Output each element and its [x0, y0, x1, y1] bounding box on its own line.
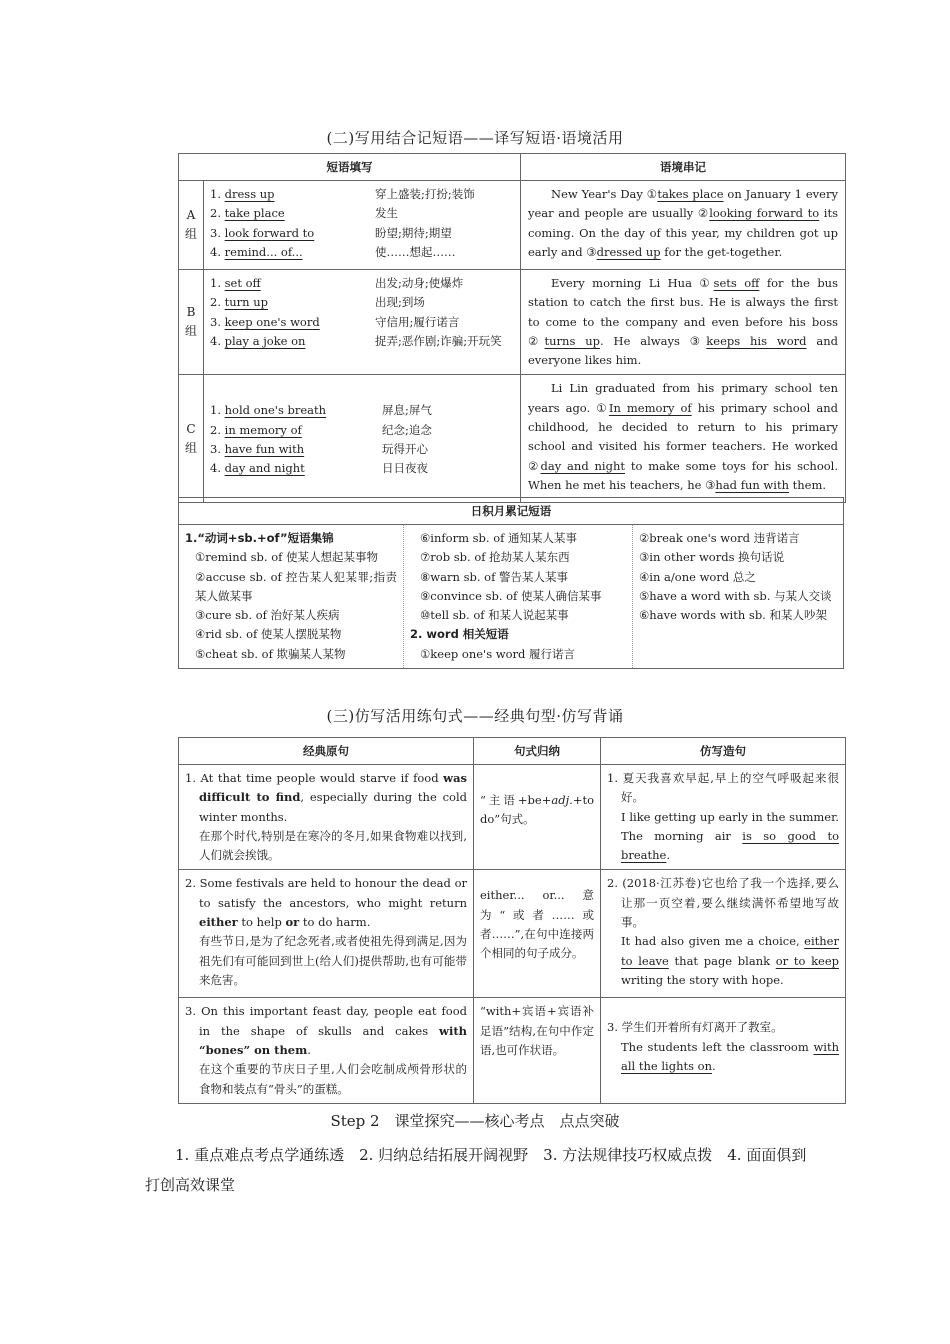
- row1-imitation: 1. 夏天我喜欢早起,早上的空气呼吸起来很好。 I like getting up early in the summer. The morning air is so good to breathe.: [601, 765, 846, 870]
- header-context: 语境串记: [521, 154, 846, 181]
- accumulate-col2: ⑥inform sb. of 通知某人某事 ⑦rob sb. of 抢劫某人某东西 ⑧warn sb. of 警告某人某事 ⑨convince sb. of 使某人确信某事 ⑩tell sb. of 和某人说起某事 2. word 相关短语 ①keep one's word 履行诺言: [404, 525, 633, 669]
- group-b-label: B 组: [179, 270, 204, 375]
- header-imitation: 仿写造句: [601, 738, 846, 765]
- group-b-context: Every morning Li Hua ①sets off for the bus station to catch the first bus. He is always the first to come to the company and even before his boss ②turns up. He always ③keeps his word and everyone likes him.: [521, 270, 846, 375]
- section2-title: (二)写用结合记短语——译写短语·语境活用: [326, 129, 624, 147]
- group-b-phrases: 1. set off 出发;动身;使爆炸 2. turn up 出现;到场 3. keep one's word 守信用;履行诺言 4. play a joke on 捉弄;恶作剧;诈骗;开玩笑: [204, 270, 521, 375]
- step2-title: Step 2 课堂探究——核心考点 点点突破: [330, 1112, 620, 1130]
- row2-original: 2. Some festivals are held to honour the dead or to satisfy the ancestors, who might return either to help or to do harm. 有些节日,是为了纪念死者,或者使祖先得到满足,因为祖先们有可能回到世上(给人们)提供帮助,也有可能带来危害。: [179, 870, 474, 998]
- accumulate-col1: 1.“动词+sb.+of”短语集锦 ①remind sb. of 使某人想起某事物 ②accuse sb. of 控告某人犯某罪;指责某人做某事 ③cure sb. of 治好某人疾病 ④rid sb. of 使某人摆脱某物 ⑤cheat sb. of 欺骗某人某物: [179, 525, 404, 669]
- header-phrase-fill: 短语填写: [179, 154, 521, 181]
- row3-original: 3. On this important feast day, people eat food in the shape of skulls and cakes with “bones” on them. 在这个重要的节庆日子里,人们会吃制成颅骨形状的食物和装点有“骨头”的蛋糕。: [179, 998, 474, 1103]
- row1-original: 1. At that time people would starve if food was difficult to find, especially during the cold winter months. 在那个时代,特别是在寒冷的冬月,如果食物难以找到,人们就会挨饿。: [179, 765, 474, 870]
- group-a-phrases: 1. dress up 穿上盛装;打扮;装饰 2. take place 发生 3. look forward to 盼望;期待;期望 4. remind... of... 使……想起……: [204, 181, 521, 270]
- accumulate-table: [178, 497, 844, 669]
- row2-imitation: 2. (2018·江苏卷)它也给了我一个选择,要么让那一页空着,要么继续满怀希望地写故事。 It had also given me a choice, either to leave that page blank or to keep writing the story with hope.: [601, 870, 846, 998]
- group-a-label: A 组: [179, 181, 204, 270]
- sentence-table: [178, 737, 846, 1104]
- accumulate-col3: ②break one's word 违背诺言 ③in other words 换句话说 ④in a/one word 总之 ⑤have a word with sb. 与某人交谈 ⑥have words with sb. 和某人吵架: [633, 525, 844, 669]
- header-original: 经典原句: [179, 738, 474, 765]
- group-c-label: C 组: [179, 375, 204, 503]
- group-c-context: Li Lin graduated from his primary school ten years ago. ①In memory of his primary school and childhood, he decided to return to his primary school and visited his former teachers. He worked ②day and night to make some toys for his school. When he met his teachers, he ③had fun with them.: [521, 375, 846, 503]
- section3-title: (三)仿写活用练句式——经典句型·仿写背诵: [326, 707, 624, 725]
- group-a-context: New Year's Day ①takes place on January 1 every year and people are usually ②looking forward to its coming. On the day of this year, my children got up early and ③dressed up for the get-together.: [521, 181, 846, 270]
- group-c-phrases: 1. hold one's breath 屏息;屏气 2. in memory of 纪念;追念 3. have fun with 玩得开心 4. day and night 日日夜夜: [204, 375, 521, 503]
- phrase-table: [178, 153, 846, 503]
- row1-pattern: “主语+be+adj.+to do”句式。: [474, 765, 601, 870]
- header-pattern: 句式归纳: [474, 738, 601, 765]
- row3-pattern: “with+宾语+宾语补足语”结构,在句中作定语,也可作状语。: [474, 998, 601, 1103]
- step2-body: 1. 重点难点考点学通练透 2. 归纳总结拓展开阔视野 3. 方法规律技巧权威点拨 4. 面面俱到打创高效课堂: [145, 1146, 807, 1194]
- accumulate-header: 日积月累记短语: [179, 498, 844, 525]
- row3-imitation: 3. 学生们开着所有灯离开了教室。 The students left the classroom with all the lights on.: [601, 998, 846, 1103]
- row2-pattern: either... or... 意为“或者……或者……”,在句中连接两个相同的句子成分。: [474, 870, 601, 998]
